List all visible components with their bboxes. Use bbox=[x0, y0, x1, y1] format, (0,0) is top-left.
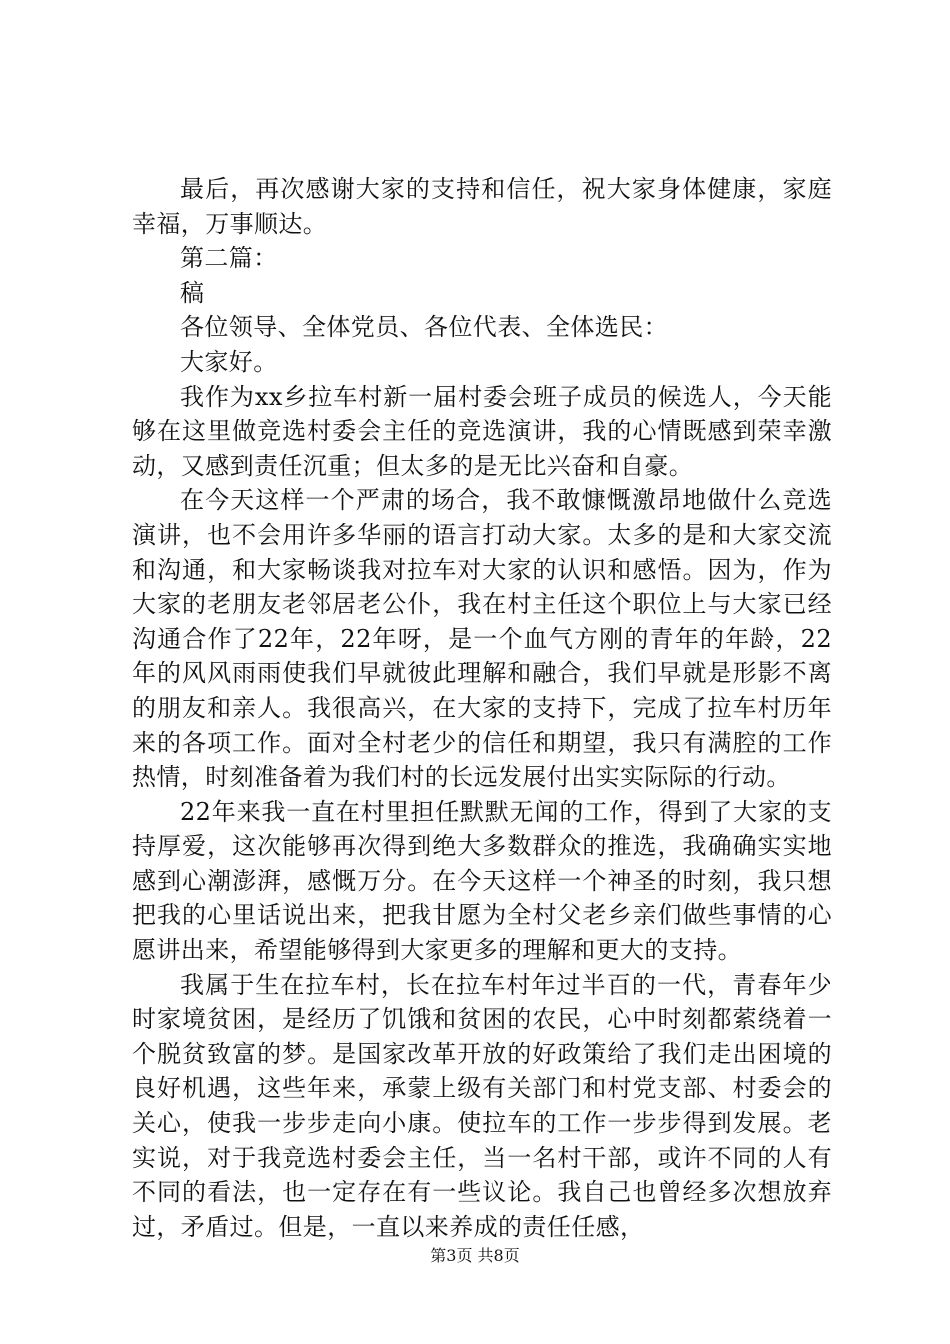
page-number: 第3页 共8页 bbox=[430, 1246, 520, 1265]
paragraph: 在今天这样一个严肃的场合，我不敢慷慨激昂地做什么竞选演讲，也不会用许多华丽的语言打动大家。太多的是和大家交流和沟通，和大家畅谈我对拉车对大家的认识和感悟。因为，作为大家的老朋友老邻居老公仆，我在村主任这个职位上与大家已经沟通合作了22年，22年呀，是一个血气方刚的青年的年龄，22年的风风雨雨使我们早就彼此理解和融合，我们早就是形影不离的朋友和亲人。我很高兴，在大家的支持下，完成了拉车村历年来的各项工作。面对全村老少的信任和期望，我只有满腔的工作热情，时刻准备着为我们村的长远发展付出实实际际的行动。 bbox=[132, 486, 832, 792]
paragraph: 我作为xx乡拉车村新一届村委会班子成员的候选人，今天能够在这里做竞选村委会主任的竞选演讲，我的心情既感到荣幸激动，又感到责任沉重；但太多的是无比兴奋和自豪。 bbox=[132, 382, 832, 480]
paragraph: 最后，再次感谢大家的支持和信任，祝大家身体健康，家庭幸福，万事顺达。 bbox=[132, 175, 832, 238]
paragraph: 稿 bbox=[180, 278, 205, 307]
page-footer bbox=[0, 1246, 950, 1266]
paragraph: 我属于生在拉车村，长在拉车村年过半百的一代，青春年少时家境贫困，是经历了饥饿和贫困的农民，心中时刻都萦绕着一个脱贫致富的梦。是国家改革开放的好政策给了我们走出困境的良好机遇，这些年来，承蒙上级有关部门和村党支部、村委会的关心，使我一步步走向小康。使拉车的工作一步步得到发展。老实说，对于我竞选村委会主任，当一名村干部，或许不同的人有不同的看法，也一定存在有一些议论。我自己也曾经多次想放弃过，矛盾过。但是，一直以来养成的责任任感， bbox=[132, 970, 832, 1241]
section-heading: 第二篇： bbox=[180, 244, 278, 273]
document-body bbox=[132, 172, 832, 1244]
salutation: 各位领导、全体党员、各位代表、全体选民： bbox=[180, 313, 668, 342]
greeting: 大家好。 bbox=[180, 347, 278, 376]
paragraph: 22年来我一直在村里担任默默无闻的工作，得到了大家的支持厚爱，这次能够再次得到绝大多数群众的推选，我确确实实地感到心潮澎湃，感慨万分。在今天这样一个神圣的时刻，我只想把我的心里话说出来，把我甘愿为全村父老乡亲们做些事情的心愿讲出来，希望能够得到大家更多的理解和更大的支持。 bbox=[132, 797, 832, 965]
